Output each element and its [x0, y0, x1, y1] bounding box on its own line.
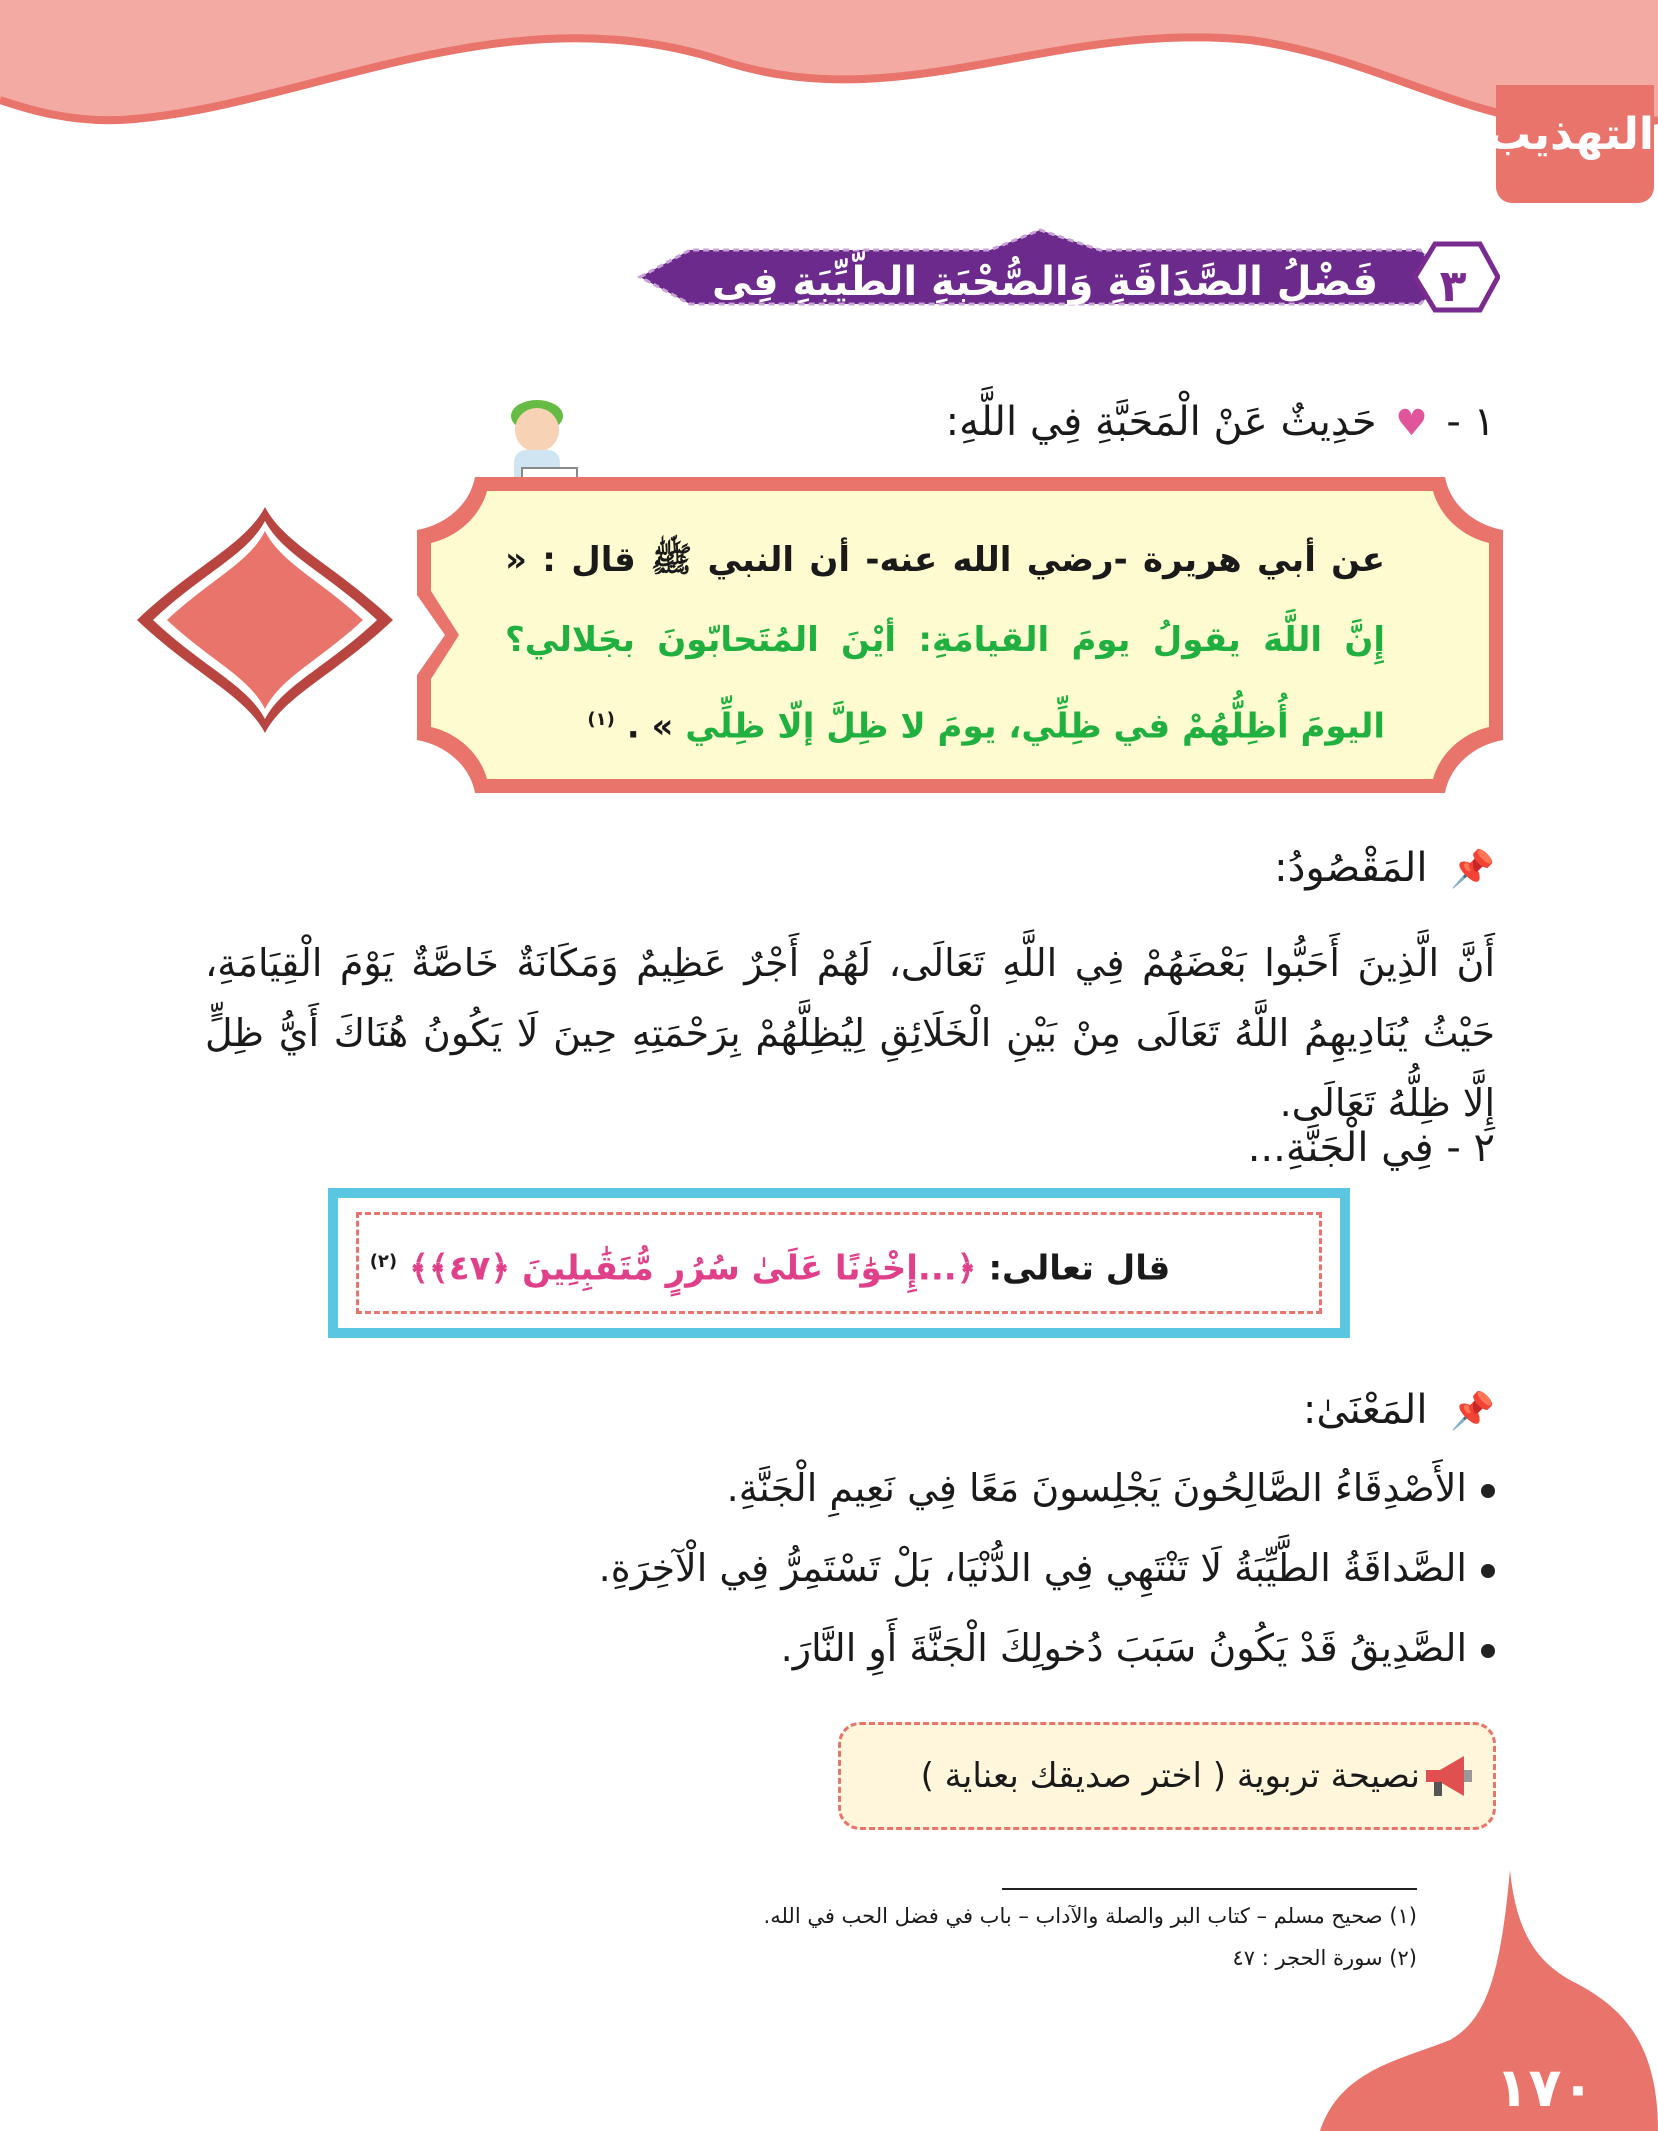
bullet-text: الصَّداقَةُ الطَّيِّبَةُ لَا تَنْتَهِي فِي الدُّنْيَا، بَلْ تَسْتَمِرُّ فِي الْآخِرَةِ.	[598, 1546, 1467, 1590]
list-item	[727, 1458, 1495, 1518]
bullet-text: الصَّدِيقُ قَدْ يَكُونُ سَبَبَ دُخولِكَ الْجَنَّةَ أَوِ النَّارَ.	[780, 1626, 1467, 1670]
meaning1-label: المَقْصُودُ:	[1274, 845, 1428, 891]
bullet-dot	[1481, 1484, 1495, 1498]
chapter-tab: التهذيب	[1496, 85, 1654, 203]
page-number: ١٧٠	[1495, 2056, 1595, 2119]
decorative-diamond	[135, 505, 395, 735]
section-title: فَضْلُ الصَّدَاقَةِ وَالصُّحْبَةِ الطَّيِّبَةِ فِى الْآخِرَةِ	[711, 259, 1379, 365]
bullet-dot	[1481, 1564, 1495, 1578]
heart-icon: ♥	[1395, 403, 1428, 444]
pushpin-icon: 📌	[1450, 1391, 1495, 1432]
hadith-quote: إِنَّ اللَّهَ يقولُ يومَ القيامَةِ: أيْنَ المُتَحابّونَ بجَلالي؟ اليومَ أُظِلُّهُمْ في ظِلِّي، يومَ لا ظِلَّ إلّا ظِلِّي	[505, 620, 1385, 747]
meaning1-paragraph: أَنَّ الَّذِينَ أَحَبُّوا بَعْضَهُمْ فِي اللَّهِ تَعَالَى، لَهُمْ أَجْرٌ عَظِيمٌ وَمَكَانَةٌ خَاصَّةٌ يَوْمَ الْقِيَامَةِ، حَيْثُ يُنَادِيهِمُ اللَّهُ تَعَالَى مِنْ بَيْنِ الْخَلَائِقِ لِيُظِلَّهُمْ بِرَحْمَتِهِ حِينَ لَا يَكُونُ هُنَاكَ أَيُّ ظِلٍّ إِلَّا ظِلُّهُ تَعَالَى.	[205, 941, 1495, 1125]
advice-text: نصيحة تربوية ( اختر صديقك بعناية )	[920, 1756, 1420, 1796]
verse-text: ﴿...إِخْوَٰنًا عَلَىٰ سُرُرٍ مُّتَقَٰبِلِينَ ﴿٤٧﴾﴾	[409, 1248, 977, 1289]
footnote-ref-2: (٢)	[369, 1251, 398, 1272]
header-decoration	[0, 0, 1658, 170]
bullet-dot	[1481, 1644, 1495, 1658]
part2-heading: ٢ - فِي الْجَنَّةِ...	[1247, 1125, 1495, 1171]
part1-title: حَدِيثٌ عَنْ الْمَحَبَّةِ فِي اللَّهِ:	[945, 399, 1377, 445]
hadith-text	[505, 520, 1385, 766]
list-item	[781, 1618, 1495, 1678]
footnote-1: (١) صحيح مسلم – كتاب البر والصلة والآداب – باب في فضل الحب في الله.	[763, 1904, 1417, 1928]
list-item	[599, 1538, 1495, 1598]
meaning2-heading	[1303, 1380, 1495, 1442]
bullet-text: الأَصْدِقَاءُ الصَّالِحُونَ يَجْلِسونَ مَعًا فِي نَعِيمِ الْجَنَّةِ.	[726, 1466, 1467, 1510]
megaphone-icon	[1420, 1748, 1476, 1804]
verse-intro: قال تعالى:	[988, 1248, 1171, 1289]
meaning1-heading	[1274, 838, 1495, 900]
part1-heading	[946, 392, 1495, 454]
footnote-ref-1: (١)	[587, 709, 615, 730]
pushpin-icon: 📌	[1450, 849, 1495, 890]
hadith-close: » .	[626, 706, 674, 747]
hadith-intro: عن أبي هريرة -رضي الله عنه- أن النبي ﷺ قال : «	[505, 540, 1385, 580]
footnote-2: (٢) سورة الحجر : ٤٧	[1232, 1946, 1417, 1970]
section-number: ٣	[1439, 261, 1467, 312]
meaning2-label: المَعْنَىٰ:	[1302, 1387, 1428, 1433]
verse-line	[340, 1222, 1200, 1302]
part1-number: ١ -	[1446, 399, 1495, 445]
